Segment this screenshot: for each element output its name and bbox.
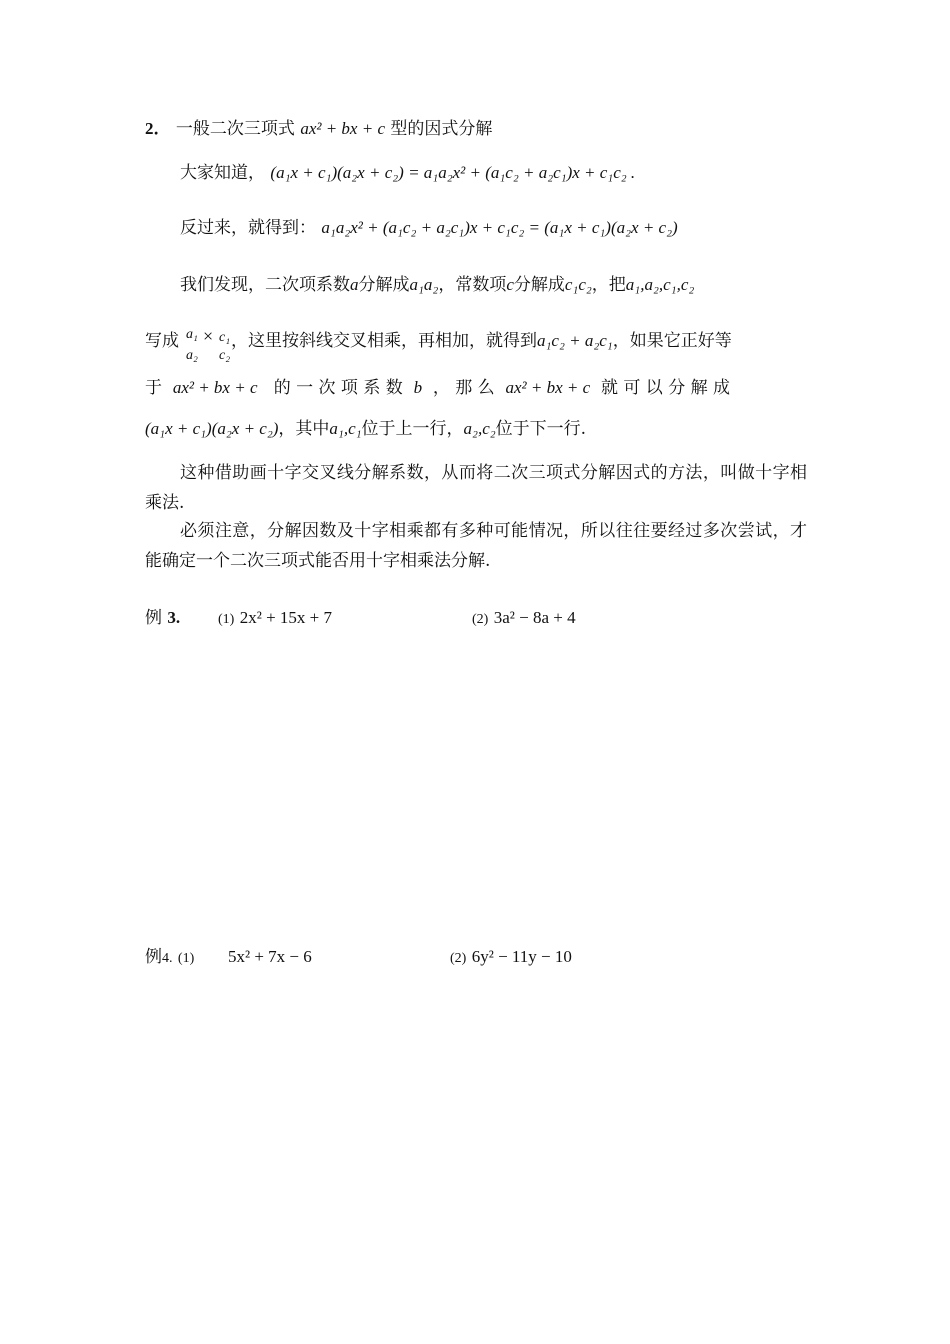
discovery-text-e: ，把 bbox=[591, 275, 626, 295]
example-3-q1-number: (1) bbox=[218, 612, 235, 627]
example-3-label: 例 bbox=[145, 608, 162, 628]
cross-bottom-left: a₂ bbox=[186, 348, 198, 363]
example-4 bbox=[145, 946, 194, 970]
identity-line bbox=[180, 162, 635, 184]
section-number: 2． bbox=[145, 119, 171, 138]
note-paragraph: 必须注意，分解因数及十字相乘都有多种可能情况，所以往往要经过多次尝试，才能确定一个二次三项式能否用十字相乘法分解. bbox=[145, 521, 807, 571]
cross-symbol: × bbox=[203, 326, 214, 346]
cross-top-left: a₁ bbox=[186, 327, 198, 342]
cross-text-c: ，如果它正好等 bbox=[612, 331, 732, 351]
reverse-formula: a₁a₂x² + (a₁c₂ + a₂c₁)x + c₁c₂ = (a₁x + c₁)(a₂x + c₂) bbox=[321, 218, 678, 237]
result-text-a: ，其中 bbox=[278, 419, 330, 439]
example-3-q2-number: (2) bbox=[472, 612, 489, 627]
discovery-text-c: ，常数项 bbox=[438, 275, 507, 295]
example-3-q1-expr: 2x² + 15x + 7 bbox=[239, 608, 333, 627]
example-4-q2 bbox=[450, 946, 572, 970]
discovery-list: a₁,a₂,c₁,c₂ bbox=[625, 275, 695, 294]
result-pair2: a₂,c₂ bbox=[463, 419, 496, 438]
result-pair1: a₁,c₁ bbox=[329, 419, 362, 438]
coef-text-c: ， 那 么 bbox=[432, 378, 495, 398]
cross-text-a: 写成 bbox=[145, 331, 179, 351]
cross-top-right: c₁ bbox=[219, 330, 231, 345]
coef-expr2: ax² + bx + c bbox=[505, 378, 591, 397]
identity-formula: (a₁x + c₁)(a₂x + c₂) = a₁a₂x² + (a₁c₂ + a₂c₁)x + c₁c₂ . bbox=[270, 163, 636, 182]
section-title-prefix: 一般二次三项式 bbox=[175, 119, 295, 139]
section-heading bbox=[145, 118, 492, 140]
cross-text-b: ，这里按斜线交叉相乘，再相加，就得到 bbox=[231, 331, 537, 351]
example-3-q2-expr: 3a² − 8a + 4 bbox=[493, 608, 576, 627]
method-paragraph: 这种借助画十字交叉线分解系数，从而将二次三项式分解因式的方法，叫做十字相乘法. bbox=[145, 463, 807, 513]
coef-expr: ax² + bx + c bbox=[172, 378, 258, 397]
example-3-number: 3. bbox=[167, 608, 181, 627]
example-4-q1 bbox=[228, 946, 312, 968]
discovery-c: c bbox=[506, 275, 514, 294]
identity-label: 大家知道， bbox=[180, 163, 265, 183]
discovery-c1c2: c₁c₂ bbox=[564, 275, 592, 294]
example-4-number: 4. bbox=[162, 951, 173, 966]
cross-sum: a₁c₂ + a₂c₁ bbox=[537, 331, 613, 350]
example-4-q2-expr: 6y² − 11y − 10 bbox=[471, 947, 572, 966]
section-title-suffix: 型的因式分解 bbox=[390, 119, 493, 139]
result-line bbox=[145, 418, 586, 440]
coef-text-b: 的 一 次 项 系 数 bbox=[273, 378, 403, 398]
result-formula: (a₁x + c₁)(a₂x + c₂) bbox=[145, 419, 279, 438]
section-title-formula: ax² + bx + c bbox=[300, 119, 385, 138]
example-4-label: 例 bbox=[145, 947, 162, 967]
discovery-text-d: 分解成 bbox=[513, 275, 565, 295]
coef-text-d: 就 可 以 分 解 成 bbox=[601, 378, 731, 398]
example-3 bbox=[145, 607, 180, 629]
coef-text-a: 于 bbox=[145, 378, 162, 398]
example-3-q2 bbox=[472, 607, 576, 631]
reverse-line bbox=[180, 217, 678, 239]
coefficient-line bbox=[145, 377, 730, 399]
discovery-line bbox=[180, 274, 694, 296]
discovery-text-b: 分解成 bbox=[358, 275, 410, 295]
cross-bottom-right: c₂ bbox=[219, 348, 231, 363]
cross-line bbox=[145, 326, 732, 352]
example-4-q1-number: (1) bbox=[177, 951, 195, 966]
result-text-b: 位于上一行， bbox=[361, 419, 464, 439]
result-text-c: 位于下一行. bbox=[495, 419, 587, 439]
discovery-text-a: 我们发现，二次项系数 bbox=[180, 275, 350, 295]
example-4-q1-expr: 5x² + 7x − 6 bbox=[228, 947, 312, 966]
discovery-a1a2: a₁a₂ bbox=[409, 275, 439, 294]
discovery-a: a bbox=[350, 275, 359, 294]
example-4-q2-number: (2) bbox=[450, 951, 467, 966]
example-3-q1 bbox=[218, 607, 332, 631]
reverse-label: 反过来，就得到： bbox=[180, 218, 316, 238]
coef-b: b bbox=[413, 378, 423, 397]
